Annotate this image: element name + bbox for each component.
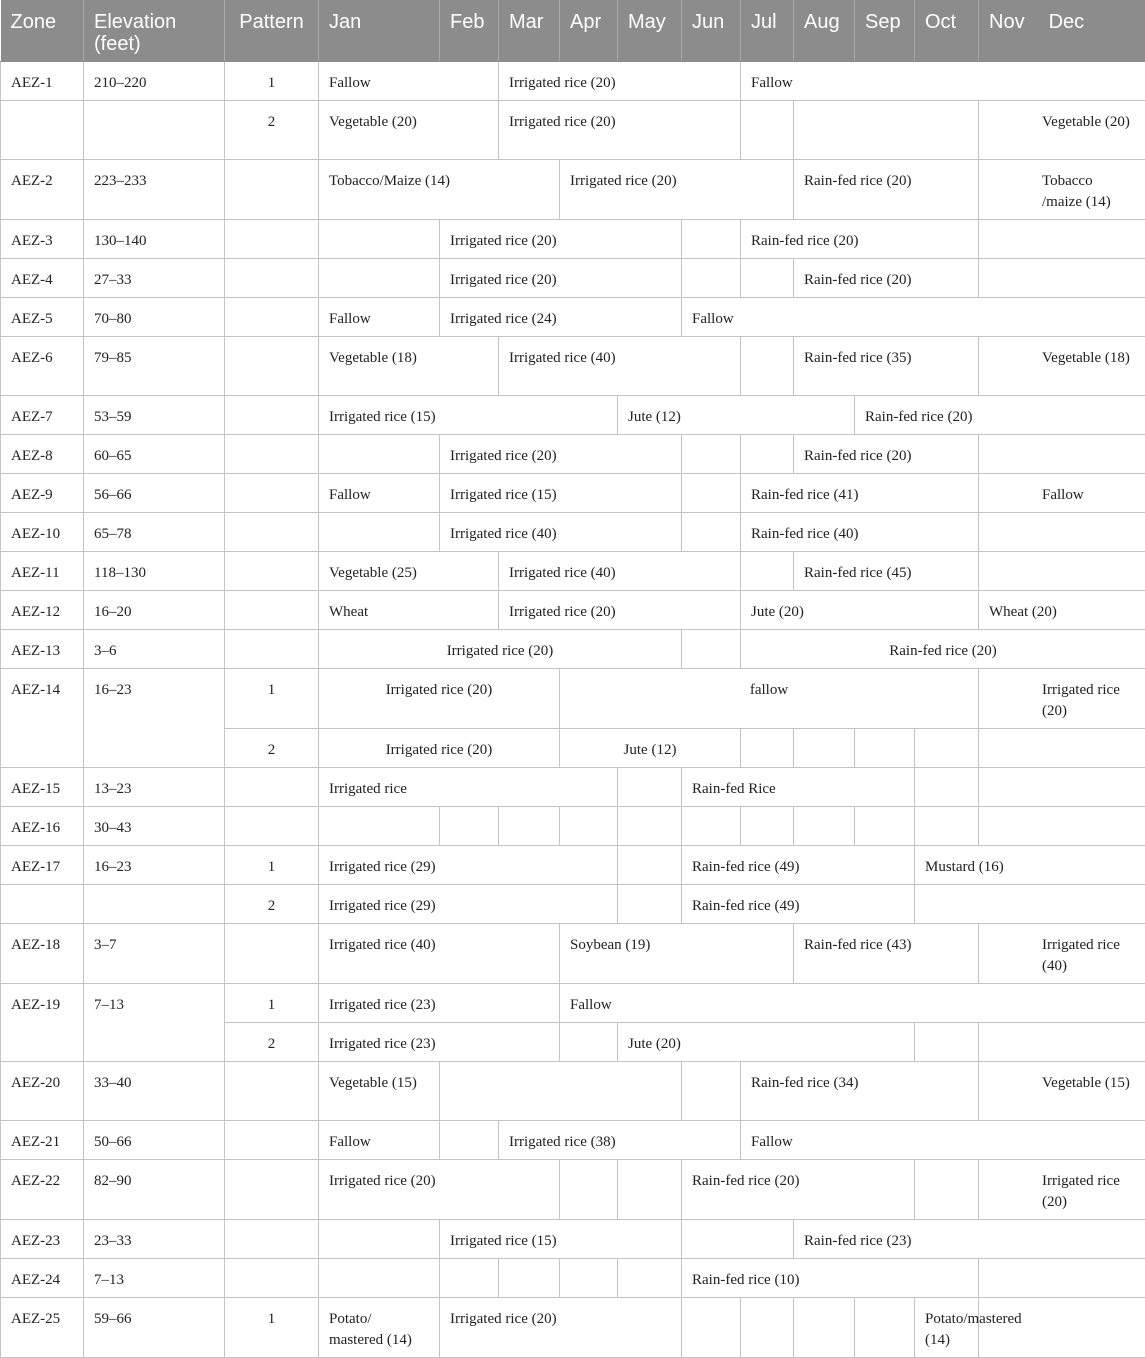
header-month-feb: Feb xyxy=(440,0,499,62)
crop-cell xyxy=(682,1062,741,1121)
crop-cell: Rain-fed rice (20) xyxy=(794,259,979,298)
header-zone: Zone xyxy=(1,0,84,62)
crop-cell xyxy=(979,220,1145,259)
crop-cell xyxy=(741,807,794,846)
zone-cell: AEZ-25 xyxy=(1,1298,84,1358)
crop-cell: Potato/ mastered (14) xyxy=(319,1298,440,1358)
crop-cell: Irrigated rice (40) xyxy=(440,513,682,552)
zone-cell: AEZ-5 xyxy=(1,298,84,337)
crop-cell: Fallow xyxy=(319,298,440,337)
crop-cell xyxy=(682,435,741,474)
crop-cell: Rain-fed rice (49) xyxy=(682,846,915,885)
crop-cell xyxy=(319,1259,440,1298)
crop-cell: Rain-fed rice (20) xyxy=(741,630,1145,669)
crop-cell xyxy=(319,259,440,298)
header-month-dec: Dec xyxy=(1049,11,1085,33)
pattern-cell xyxy=(225,807,319,846)
crop-cell: Fallow xyxy=(319,474,440,513)
crop-cell: Irrigated rice (20) xyxy=(499,101,741,160)
zone-cell: AEZ-2 xyxy=(1,160,84,220)
zone-cell: AEZ-7 xyxy=(1,396,84,435)
crop-cell xyxy=(979,513,1145,552)
crop-cell: Irrigated rice (20) xyxy=(319,1160,560,1220)
elevation-cell: 50–66 xyxy=(84,1121,225,1160)
crop-cell: Fallow xyxy=(560,984,1145,1023)
crop-cell xyxy=(979,474,1145,513)
pattern-cell xyxy=(225,298,319,337)
crop-cell xyxy=(979,101,1145,160)
pattern-cell: 2 xyxy=(225,101,319,160)
crop-cell: Irrigated rice (20) xyxy=(319,729,560,768)
crop-cell: Wheat (20) xyxy=(979,591,1145,630)
crop-cell: Fallow xyxy=(741,1121,1145,1160)
crop-cell: Fallow xyxy=(682,298,1145,337)
table-row xyxy=(1,1121,1145,1160)
pattern-cell xyxy=(225,630,319,669)
zone-cell: AEZ-6 xyxy=(1,337,84,396)
zone-cell: AEZ-22 xyxy=(1,1160,84,1220)
table-row xyxy=(1,259,1145,298)
crop-cell xyxy=(682,474,741,513)
table-row xyxy=(1,396,1145,435)
crop-cell: Potato/mastered (14) xyxy=(915,1298,979,1358)
crop-cell xyxy=(979,337,1145,396)
elevation-cell: 16–20 xyxy=(84,591,225,630)
crop-cell: Jute (12) xyxy=(560,729,741,768)
table-row xyxy=(1,807,1145,846)
pattern-cell: 2 xyxy=(225,1023,319,1062)
crop-cell xyxy=(682,1220,794,1259)
table-row xyxy=(1,768,1145,807)
crop-cell: Rain-fed rice (43) xyxy=(794,924,979,984)
crop-cell xyxy=(979,924,1145,984)
crop-cell: Rain-fed rice (20) xyxy=(682,1160,915,1220)
table-row xyxy=(1,62,1145,101)
crop-cell: Irrigated rice (40) xyxy=(499,337,741,396)
crop-cell: Rain-fed Rice xyxy=(682,768,915,807)
crop-cell: Irrigated rice (15) xyxy=(440,474,682,513)
crop-cell: Tobacco/Maize (14) xyxy=(319,160,560,220)
crop-cell xyxy=(741,101,794,160)
header-elevation: Elevation (feet) xyxy=(84,0,225,62)
crop-cell xyxy=(618,768,682,807)
table-row xyxy=(1,984,1145,1023)
crop-cell xyxy=(560,1259,618,1298)
crop-cell xyxy=(618,1259,682,1298)
elevation-cell: 3–6 xyxy=(84,630,225,669)
crop-cell xyxy=(440,1121,499,1160)
table-row xyxy=(1,101,1145,160)
zone-cell: AEZ-3 xyxy=(1,220,84,259)
elevation-cell xyxy=(84,885,225,924)
crop-cell xyxy=(618,1160,682,1220)
zone-cell: AEZ-8 xyxy=(1,435,84,474)
table-row xyxy=(1,474,1145,513)
crop-cell-text: Fallow xyxy=(1042,485,1135,506)
crop-cell-text: Irrigated rice (40) xyxy=(1042,935,1135,977)
crop-cell xyxy=(440,1259,499,1298)
zone-cell xyxy=(1,885,84,924)
table-row xyxy=(1,1160,1145,1220)
header-month-jun: Jun xyxy=(682,0,741,62)
crop-cell xyxy=(915,1023,979,1062)
crop-cell xyxy=(794,101,979,160)
crop-cell xyxy=(794,807,855,846)
crop-cell: Rain-fed rice (20) xyxy=(741,220,979,259)
crop-cell: Irrigated rice (24) xyxy=(440,298,682,337)
crop-cell xyxy=(979,1062,1145,1121)
crop-cell xyxy=(682,220,741,259)
crop-cell xyxy=(979,768,1145,807)
zone-cell: AEZ-12 xyxy=(1,591,84,630)
zone-cell: AEZ-21 xyxy=(1,1121,84,1160)
zone-cell: AEZ-13 xyxy=(1,630,84,669)
elevation-cell: 65–78 xyxy=(84,513,225,552)
elevation-cell: 60–65 xyxy=(84,435,225,474)
pattern-cell xyxy=(225,591,319,630)
crop-cell xyxy=(319,1220,440,1259)
crop-cell: Irrigated rice (20) xyxy=(499,591,741,630)
table-row xyxy=(1,337,1145,396)
elevation-cell: 53–59 xyxy=(84,396,225,435)
crop-cell: Rain-fed rice (40) xyxy=(741,513,979,552)
crop-cell xyxy=(855,807,915,846)
crop-cell: Irrigated rice (38) xyxy=(499,1121,741,1160)
crop-cell: Mustard (16) xyxy=(915,846,1145,885)
crop-cell xyxy=(440,1062,682,1121)
crop-cell xyxy=(915,729,979,768)
crop-cell xyxy=(560,807,618,846)
crop-cell xyxy=(979,1259,1145,1298)
elevation-cell: 7–13 xyxy=(84,984,225,1062)
zone-cell xyxy=(1,101,84,160)
crop-cell: Irrigated rice (20) xyxy=(440,259,682,298)
crop-cell xyxy=(319,807,440,846)
elevation-cell: 13–23 xyxy=(84,768,225,807)
header-month-nov: Nov xyxy=(989,11,1025,33)
header-month-nov-dec xyxy=(979,0,1145,62)
crop-cell xyxy=(915,885,1145,924)
crop-cell: Irrigated rice (40) xyxy=(499,552,741,591)
table-row xyxy=(1,669,1145,729)
pattern-cell xyxy=(225,259,319,298)
crop-cell xyxy=(682,1298,741,1358)
elevation-cell: 118–130 xyxy=(84,552,225,591)
elevation-cell: 79–85 xyxy=(84,337,225,396)
elevation-cell: 223–233 xyxy=(84,160,225,220)
pattern-cell xyxy=(225,1259,319,1298)
crop-cell: Rain-fed rice (45) xyxy=(794,552,979,591)
crop-cell xyxy=(440,807,499,846)
zone-cell: AEZ-19 xyxy=(1,984,84,1062)
crop-cell xyxy=(682,513,741,552)
table-row xyxy=(1,552,1145,591)
crop-cell: Irrigated rice (20) xyxy=(319,630,682,669)
zone-cell: AEZ-23 xyxy=(1,1220,84,1259)
pattern-cell: 1 xyxy=(225,62,319,101)
crop-cell xyxy=(499,807,560,846)
pattern-cell xyxy=(225,435,319,474)
pattern-cell xyxy=(225,474,319,513)
crop-cell: Soybean (19) xyxy=(560,924,794,984)
crop-cell xyxy=(741,337,794,396)
crop-cell: Irrigated rice (20) xyxy=(440,220,682,259)
table-row xyxy=(1,298,1145,337)
zone-cell: AEZ-20 xyxy=(1,1062,84,1121)
pattern-cell xyxy=(225,768,319,807)
crop-cell: Jute (20) xyxy=(741,591,979,630)
crop-cell: Rain-fed rice (49) xyxy=(682,885,915,924)
zone-cell: AEZ-16 xyxy=(1,807,84,846)
header-month-jan: Jan xyxy=(319,0,440,62)
crop-cell: Rain-fed rice (34) xyxy=(741,1062,979,1121)
header-month-jul: Jul xyxy=(741,0,794,62)
crop-cell: Vegetable (15) xyxy=(319,1062,440,1121)
crop-cell xyxy=(560,1023,618,1062)
elevation-cell: 27–33 xyxy=(84,259,225,298)
pattern-cell xyxy=(225,513,319,552)
elevation-cell: 7–13 xyxy=(84,1259,225,1298)
pattern-cell: 2 xyxy=(225,729,319,768)
crop-cell xyxy=(741,259,794,298)
elevation-cell: 56–66 xyxy=(84,474,225,513)
crop-cell xyxy=(682,630,741,669)
table-row xyxy=(1,630,1145,669)
crop-cell xyxy=(319,435,440,474)
table-row xyxy=(1,220,1145,259)
crop-cell: Irrigated rice (20) xyxy=(560,160,794,220)
crop-cell xyxy=(794,729,855,768)
crop-cell-text: Irrigated rice (20) xyxy=(1042,1171,1135,1213)
zone-cell: AEZ-10 xyxy=(1,513,84,552)
crop-cell: Vegetable (25) xyxy=(319,552,499,591)
header-month-sep: Sep xyxy=(855,0,915,62)
crop-cell xyxy=(319,513,440,552)
pattern-cell xyxy=(225,396,319,435)
crop-cell xyxy=(979,729,1145,768)
crop-cell-text: Tobacco /maize (14) xyxy=(1042,171,1135,213)
crop-cell xyxy=(979,807,1145,846)
pattern-cell xyxy=(225,552,319,591)
table-row xyxy=(1,1220,1145,1259)
crop-cell: Irrigated rice (20) xyxy=(440,435,682,474)
crop-cell: Irrigated rice (29) xyxy=(319,846,618,885)
zone-cell: AEZ-15 xyxy=(1,768,84,807)
header-month-apr: Apr xyxy=(560,0,618,62)
crop-cell: fallow xyxy=(560,669,979,729)
crop-cell: Jute (12) xyxy=(618,396,855,435)
pattern-cell: 1 xyxy=(225,984,319,1023)
elevation-cell: 16–23 xyxy=(84,669,225,768)
crop-cell: Wheat xyxy=(319,591,499,630)
crop-cell: Irrigated rice (15) xyxy=(440,1220,682,1259)
pattern-cell xyxy=(225,1220,319,1259)
elevation-cell: 16–23 xyxy=(84,846,225,885)
zone-cell: AEZ-17 xyxy=(1,846,84,885)
crop-cell xyxy=(979,1298,1145,1358)
pattern-cell xyxy=(225,1121,319,1160)
zone-cell: AEZ-1 xyxy=(1,62,84,101)
crop-cell xyxy=(618,846,682,885)
crop-cell: Irrigated rice (20) xyxy=(319,669,560,729)
table-row xyxy=(1,924,1145,984)
crop-cell: Irrigated rice xyxy=(319,768,618,807)
crop-cell: Rain-fed rice (35) xyxy=(794,337,979,396)
header-month-aug: Aug xyxy=(794,0,855,62)
table-row xyxy=(1,435,1145,474)
crop-cell-text: Vegetable (15) xyxy=(1042,1073,1135,1094)
crop-cell xyxy=(741,435,794,474)
crop-cell: Irrigated rice (23) xyxy=(319,984,560,1023)
crop-cell xyxy=(979,1160,1145,1220)
crop-cell: Irrigated rice (20) xyxy=(499,62,741,101)
pattern-cell: 1 xyxy=(225,846,319,885)
crop-cell xyxy=(915,807,979,846)
crop-cell: Vegetable (20) xyxy=(319,101,499,160)
header-month-may: May xyxy=(618,0,682,62)
pattern-cell xyxy=(225,160,319,220)
zone-cell: AEZ-4 xyxy=(1,259,84,298)
crop-cell: Jute (20) xyxy=(618,1023,915,1062)
crop-cell xyxy=(915,1160,979,1220)
pattern-cell: 2 xyxy=(225,885,319,924)
crop-cell: Fallow xyxy=(741,62,1145,101)
pattern-cell xyxy=(225,1062,319,1121)
crop-cell xyxy=(499,1259,560,1298)
header-pattern: Pattern xyxy=(225,0,319,62)
crop-cell xyxy=(319,220,440,259)
elevation-cell: 30–43 xyxy=(84,807,225,846)
zone-cell: AEZ-14 xyxy=(1,669,84,768)
crop-cell: Rain-fed rice (20) xyxy=(855,396,1145,435)
crop-cell xyxy=(741,729,794,768)
header-month-mar: Mar xyxy=(499,0,560,62)
zone-cell: AEZ-24 xyxy=(1,1259,84,1298)
pattern-cell xyxy=(225,220,319,259)
elevation-cell: 130–140 xyxy=(84,220,225,259)
crop-cell xyxy=(979,552,1145,591)
crop-cell xyxy=(794,1298,855,1358)
crop-cell xyxy=(741,552,794,591)
crop-cell xyxy=(915,768,979,807)
crop-cell: Irrigated rice (20) xyxy=(440,1298,682,1358)
crop-cell: Rain-fed rice (20) xyxy=(794,435,979,474)
elevation-cell: 210–220 xyxy=(84,62,225,101)
crop-cell xyxy=(979,160,1145,220)
table-row xyxy=(1,160,1145,220)
crop-cell: Irrigated rice (15) xyxy=(319,396,618,435)
crop-cell xyxy=(560,1160,618,1220)
pattern-cell xyxy=(225,337,319,396)
crop-cell xyxy=(979,1023,1145,1062)
table-row xyxy=(1,513,1145,552)
table-row xyxy=(1,591,1145,630)
crop-cell: Irrigated rice (29) xyxy=(319,885,618,924)
elevation-cell: 70–80 xyxy=(84,298,225,337)
pattern-cell: 1 xyxy=(225,669,319,729)
crop-cell xyxy=(979,435,1145,474)
crop-cell xyxy=(855,1298,915,1358)
crop-cell xyxy=(741,1298,794,1358)
header-month-oct: Oct xyxy=(915,0,979,62)
zone-cell: AEZ-18 xyxy=(1,924,84,984)
elevation-cell: 33–40 xyxy=(84,1062,225,1121)
crop-cell-text: Vegetable (18) xyxy=(1042,348,1135,369)
crop-cell: Irrigated rice (23) xyxy=(319,1023,560,1062)
crop-cell xyxy=(682,259,741,298)
crop-cell: Irrigated rice (40) xyxy=(319,924,560,984)
crop-cell: Rain-fed rice (20) xyxy=(794,160,979,220)
crop-cell: Rain-fed rice (10) xyxy=(682,1259,979,1298)
crop-cell: Rain-fed rice (23) xyxy=(794,1220,1145,1259)
elevation-cell: 59–66 xyxy=(84,1298,225,1358)
table-row xyxy=(1,846,1145,885)
pattern-cell xyxy=(225,924,319,984)
table-row xyxy=(1,885,1145,924)
elevation-cell: 23–33 xyxy=(84,1220,225,1259)
crop-cell xyxy=(979,259,1145,298)
zone-cell: AEZ-9 xyxy=(1,474,84,513)
crop-cell: Vegetable (18) xyxy=(319,337,499,396)
crop-cell: Fallow xyxy=(319,1121,440,1160)
header-row xyxy=(1,0,1145,62)
pattern-cell: 1 xyxy=(225,1298,319,1358)
elevation-cell: 3–7 xyxy=(84,924,225,984)
table-row xyxy=(1,1298,1145,1358)
crop-cell: Fallow xyxy=(319,62,499,101)
elevation-cell: 82–90 xyxy=(84,1160,225,1220)
table-row xyxy=(1,1062,1145,1121)
crop-cell xyxy=(682,807,741,846)
table-row xyxy=(1,1259,1145,1298)
crop-cell xyxy=(618,807,682,846)
elevation-cell xyxy=(84,101,225,160)
zone-cell: AEZ-11 xyxy=(1,552,84,591)
crop-cell xyxy=(979,669,1145,729)
crop-cell: Rain-fed rice (41) xyxy=(741,474,979,513)
crop-cell xyxy=(618,885,682,924)
crop-cell-text: Vegetable (20) xyxy=(1042,112,1135,133)
pattern-cell xyxy=(225,1160,319,1220)
crop-cell xyxy=(855,729,915,768)
crop-cell-text: Irrigated rice (20) xyxy=(1042,680,1135,722)
